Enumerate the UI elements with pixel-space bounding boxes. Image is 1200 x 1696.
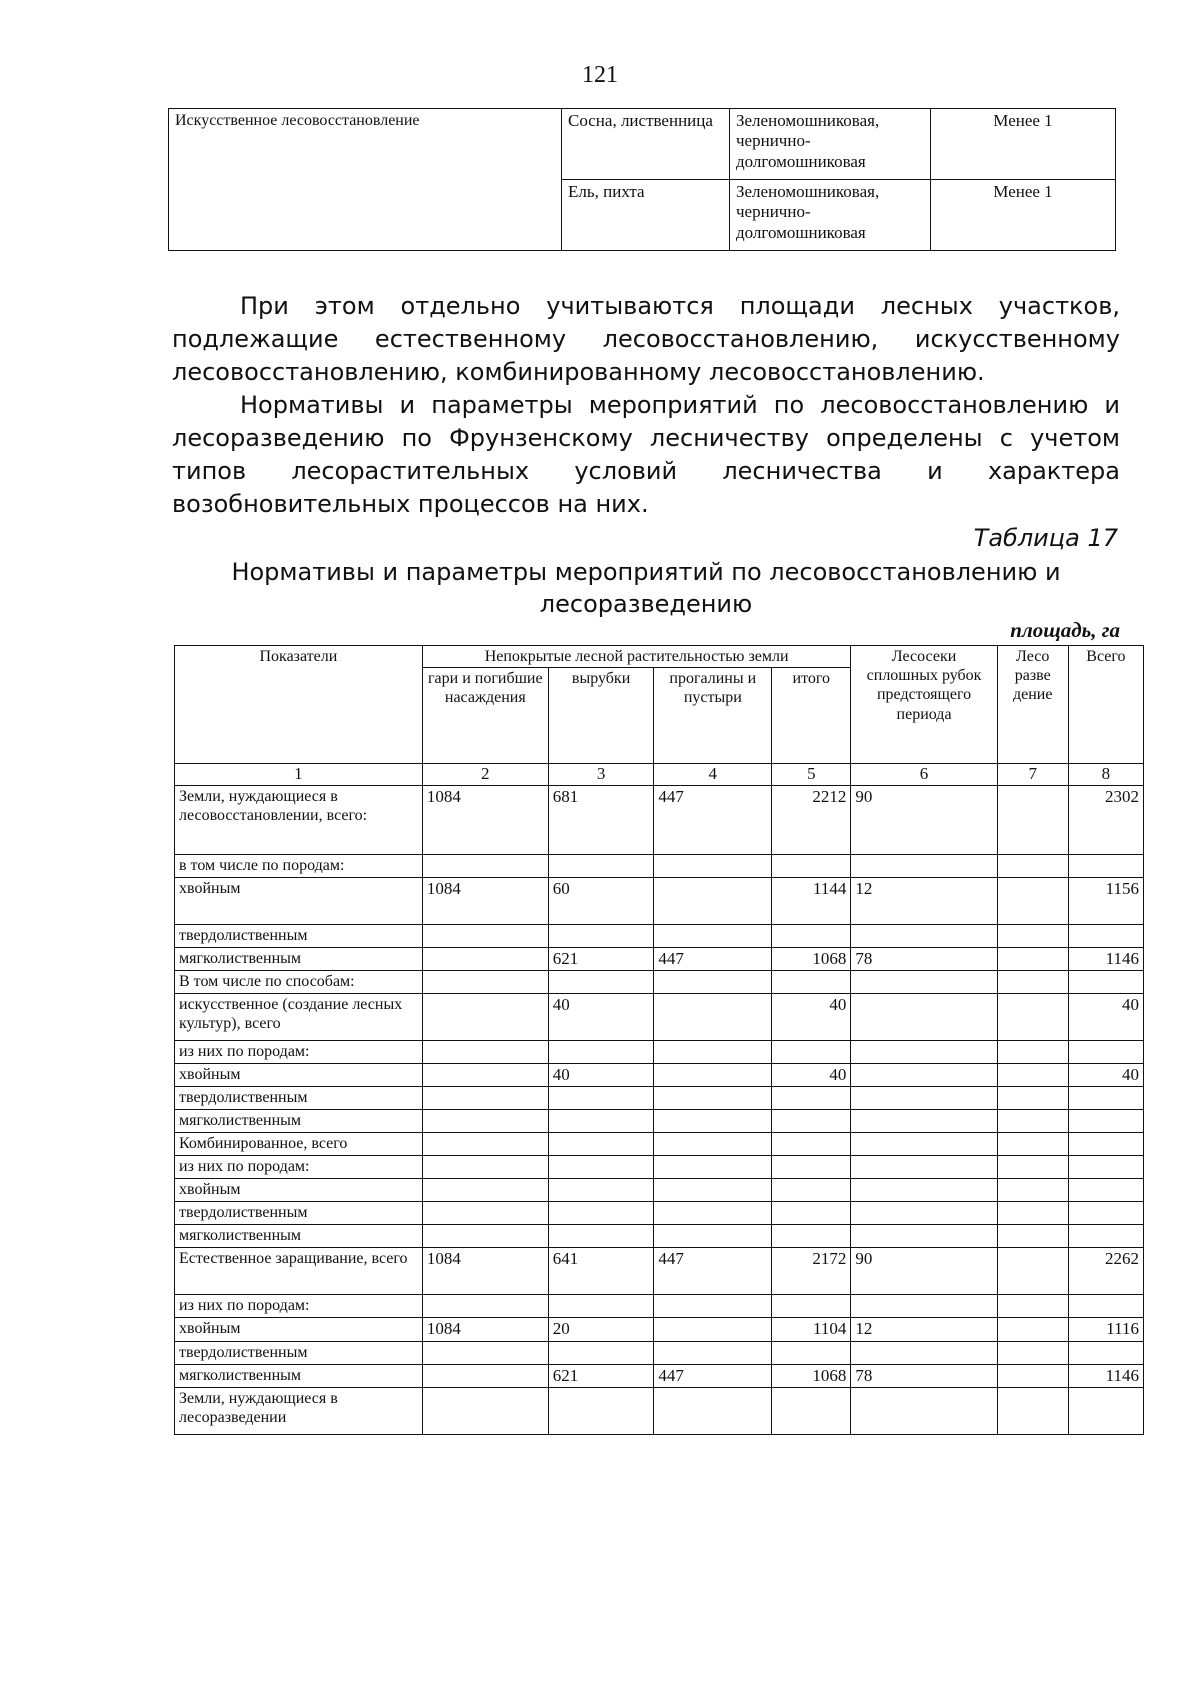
row-label: мягколиственным	[175, 1225, 423, 1248]
row-label: мягколиственным	[175, 1110, 423, 1133]
row-label: из них по породам:	[175, 1040, 423, 1063]
value-cell	[1068, 1202, 1143, 1225]
paragraph-2: Нормативы и параметры мероприятий по лесовосстановлению и лесоразведению по Фрунзенскому лесничеству определены с учетом типов лесорастительных условий лесничества и характера возобновительных процессов на них.	[172, 391, 1120, 518]
value-cell: 621	[548, 947, 654, 970]
table-label: Таблица 17	[973, 524, 1118, 552]
rate-cell: Менее 1	[931, 109, 1116, 180]
row-label: Естественное заращивание, всего	[175, 1248, 423, 1295]
value-cell	[772, 924, 851, 947]
value-cell	[548, 1388, 654, 1435]
table-row	[175, 1364, 1144, 1387]
table-row	[175, 1040, 1144, 1063]
value-cell	[851, 1040, 997, 1063]
value-cell	[654, 1341, 772, 1364]
value-cell	[772, 1202, 851, 1225]
value-cell	[997, 1364, 1068, 1387]
value-cell	[1068, 854, 1143, 877]
rate-cell: Менее 1	[931, 180, 1116, 251]
value-cell	[997, 947, 1068, 970]
table-row	[175, 924, 1144, 947]
value-cell	[548, 1156, 654, 1179]
value-cell	[654, 877, 772, 924]
row-label: Комбинированное, всего	[175, 1133, 423, 1156]
value-cell	[997, 1063, 1068, 1086]
value-cell: 2302	[1068, 785, 1143, 854]
value-cell	[772, 1040, 851, 1063]
value-cell	[851, 1202, 997, 1225]
value-cell	[1068, 1225, 1143, 1248]
value-cell	[1068, 1388, 1143, 1435]
value-cell	[772, 854, 851, 877]
column-numbers-row	[175, 764, 1144, 785]
value-cell: 2262	[1068, 1248, 1143, 1295]
value-cell	[851, 854, 997, 877]
value-cell	[422, 947, 548, 970]
value-cell	[851, 1087, 997, 1110]
value-cell	[851, 1388, 997, 1435]
value-cell: 1084	[422, 1318, 548, 1341]
table-row	[175, 785, 1144, 854]
table-body	[175, 785, 1144, 1435]
value-cell	[997, 1179, 1068, 1202]
column-number: 2	[422, 764, 548, 785]
value-cell: 2172	[772, 1248, 851, 1295]
value-cell	[851, 1179, 997, 1202]
value-cell	[997, 1248, 1068, 1295]
paragraph-1: При этом отдельно учитываются площади лесных участков, подлежащие естественному лесовосстановлению, искусственному лесовосстановлению, комбинированному лесовосстановлению.	[172, 292, 1120, 386]
value-cell	[654, 1133, 772, 1156]
value-cell: 1104	[772, 1318, 851, 1341]
value-cell	[422, 1087, 548, 1110]
value-cell	[851, 970, 997, 993]
units-label: площадь, га	[1010, 618, 1120, 642]
value-cell	[654, 1202, 772, 1225]
column-number: 5	[772, 764, 851, 785]
value-cell	[997, 1295, 1068, 1318]
value-cell: 447	[654, 1248, 772, 1295]
value-cell: 78	[851, 1364, 997, 1387]
row-label: хвойным	[175, 1318, 423, 1341]
value-cell: 1144	[772, 877, 851, 924]
value-cell	[1068, 970, 1143, 993]
value-cell	[772, 1110, 851, 1133]
row-label: твердолиственным	[175, 1341, 423, 1364]
page-number: 121	[582, 62, 618, 88]
value-cell	[654, 1040, 772, 1063]
value-cell	[422, 1295, 548, 1318]
row-label: твердолиственным	[175, 924, 423, 947]
table-row	[175, 1087, 1144, 1110]
value-cell: 20	[548, 1318, 654, 1341]
value-cell	[422, 1202, 548, 1225]
table-row	[175, 1133, 1144, 1156]
value-cell: 1084	[422, 877, 548, 924]
header-indicators: Показатели	[175, 646, 423, 764]
value-cell	[422, 993, 548, 1040]
value-cell: 40	[772, 1063, 851, 1086]
value-cell: 641	[548, 1248, 654, 1295]
value-cell	[997, 1133, 1068, 1156]
value-cell	[997, 993, 1068, 1040]
value-cell: 681	[548, 785, 654, 854]
value-cell	[654, 1087, 772, 1110]
value-cell: 40	[1068, 993, 1143, 1040]
value-cell	[772, 1179, 851, 1202]
row-label: В том числе по способам:	[175, 970, 423, 993]
value-cell	[851, 1110, 997, 1133]
value-cell	[1068, 1133, 1143, 1156]
value-cell	[997, 877, 1068, 924]
value-cell	[772, 1087, 851, 1110]
table-row	[175, 1295, 1144, 1318]
value-cell	[851, 1156, 997, 1179]
column-number: 3	[548, 764, 654, 785]
value-cell	[548, 924, 654, 947]
value-cell	[1068, 1040, 1143, 1063]
value-cell: 40	[772, 993, 851, 1040]
value-cell	[548, 970, 654, 993]
value-cell	[654, 1388, 772, 1435]
value-cell	[997, 854, 1068, 877]
row-label: хвойным	[175, 877, 423, 924]
value-cell	[851, 993, 997, 1040]
value-cell	[1068, 1110, 1143, 1133]
forest-type-cell: Зеленомошниковая, чернично-долгомошниковая	[730, 109, 931, 180]
value-cell	[654, 970, 772, 993]
header-glades: прогалины и пустыри	[654, 668, 772, 764]
value-cell: 1068	[772, 1364, 851, 1387]
column-number: 8	[1068, 764, 1143, 785]
value-cell	[422, 970, 548, 993]
value-cell	[997, 924, 1068, 947]
value-cell: 40	[1068, 1063, 1143, 1086]
value-cell: 1068	[772, 947, 851, 970]
value-cell: 1084	[422, 1248, 548, 1295]
table-row	[169, 109, 1116, 180]
value-cell	[772, 1225, 851, 1248]
value-cell	[1068, 1341, 1143, 1364]
table-row	[175, 854, 1144, 877]
value-cell	[772, 1295, 851, 1318]
table-row	[175, 877, 1144, 924]
value-cell: 1084	[422, 785, 548, 854]
row-label: из них по породам:	[175, 1295, 423, 1318]
value-cell: 12	[851, 1318, 997, 1341]
value-cell	[997, 785, 1068, 854]
value-cell	[772, 1133, 851, 1156]
header-clear-cut: Лесосеки сплошных рубок предстоящего периода	[851, 646, 997, 764]
table-row	[175, 1248, 1144, 1295]
value-cell	[654, 1318, 772, 1341]
value-cell	[851, 924, 997, 947]
value-cell	[548, 1225, 654, 1248]
value-cell	[654, 1063, 772, 1086]
value-cell	[772, 1156, 851, 1179]
value-cell	[548, 1087, 654, 1110]
value-cell	[654, 1295, 772, 1318]
header-cuttings: вырубки	[548, 668, 654, 764]
column-number: 6	[851, 764, 997, 785]
value-cell	[422, 1388, 548, 1435]
value-cell	[422, 924, 548, 947]
value-cell	[654, 1225, 772, 1248]
value-cell	[422, 1341, 548, 1364]
value-cell	[997, 1110, 1068, 1133]
row-label: из них по породам:	[175, 1156, 423, 1179]
value-cell: 447	[654, 785, 772, 854]
value-cell: 447	[654, 947, 772, 970]
value-cell: 90	[851, 1248, 997, 1295]
value-cell	[548, 1133, 654, 1156]
table-row	[175, 993, 1144, 1040]
value-cell: 40	[548, 993, 654, 1040]
value-cell: 60	[548, 877, 654, 924]
table-row	[175, 1318, 1144, 1341]
value-cell	[548, 1110, 654, 1133]
row-label: мягколиственным	[175, 947, 423, 970]
value-cell	[654, 993, 772, 1040]
value-cell	[1068, 1179, 1143, 1202]
value-cell	[422, 1179, 548, 1202]
value-cell	[772, 970, 851, 993]
row-label: хвойным	[175, 1063, 423, 1086]
table-row	[175, 1341, 1144, 1364]
row-label: Земли, нуждающиеся в лесоразведении	[175, 1388, 423, 1435]
value-cell	[997, 970, 1068, 993]
table-row	[175, 970, 1144, 993]
value-cell	[654, 924, 772, 947]
value-cell	[997, 1156, 1068, 1179]
table-row	[175, 1156, 1144, 1179]
value-cell	[1068, 1087, 1143, 1110]
value-cell: 90	[851, 785, 997, 854]
reforestation-table	[174, 645, 1144, 1435]
row-label: твердолиственным	[175, 1202, 423, 1225]
value-cell	[548, 854, 654, 877]
column-number: 7	[997, 764, 1068, 785]
value-cell	[654, 854, 772, 877]
header-row	[175, 646, 1144, 668]
value-cell	[1068, 1156, 1143, 1179]
value-cell	[851, 1295, 997, 1318]
value-cell	[997, 1040, 1068, 1063]
row-label: в том числе по породам:	[175, 854, 423, 877]
value-cell	[548, 1202, 654, 1225]
value-cell	[548, 1341, 654, 1364]
value-cell: 78	[851, 947, 997, 970]
value-cell	[654, 1156, 772, 1179]
table-row	[175, 947, 1144, 970]
value-cell	[422, 1063, 548, 1086]
row-label: искусственное (создание лесных культур), всего	[175, 993, 423, 1040]
value-cell	[851, 1063, 997, 1086]
row-label: хвойным	[175, 1179, 423, 1202]
value-cell: 1146	[1068, 1364, 1143, 1387]
value-cell	[422, 1133, 548, 1156]
value-cell: 1156	[1068, 877, 1143, 924]
table-row	[175, 1179, 1144, 1202]
row-label: твердолиственным	[175, 1087, 423, 1110]
value-cell	[654, 1179, 772, 1202]
value-cell	[772, 1388, 851, 1435]
row-label: мягколиственным	[175, 1364, 423, 1387]
value-cell	[548, 1040, 654, 1063]
table-row	[175, 1063, 1144, 1086]
column-number: 1	[175, 764, 423, 785]
value-cell	[997, 1388, 1068, 1435]
header-afforestation: Лесо разве дение	[997, 646, 1068, 764]
value-cell	[851, 1225, 997, 1248]
table-row	[175, 1110, 1144, 1133]
table-row	[175, 1202, 1144, 1225]
species-cell: Сосна, лиственница	[562, 109, 730, 180]
value-cell	[422, 1225, 548, 1248]
value-cell: 621	[548, 1364, 654, 1387]
row-label: Земли, нуждающиеся в лесовосстановлении, всего:	[175, 785, 423, 854]
header-total: Всего	[1068, 646, 1143, 764]
species-cell: Ель, пихта	[562, 180, 730, 251]
table-row	[175, 1225, 1144, 1248]
value-cell	[997, 1225, 1068, 1248]
value-cell	[422, 1156, 548, 1179]
species-table-continuation	[168, 108, 1116, 251]
value-cell	[1068, 1295, 1143, 1318]
value-cell	[422, 1110, 548, 1133]
value-cell	[997, 1341, 1068, 1364]
value-cell	[1068, 924, 1143, 947]
value-cell: 40	[548, 1063, 654, 1086]
value-cell	[997, 1318, 1068, 1341]
header-non-forested: Непокрытые лесной растительностью земли	[422, 646, 851, 668]
method-cell: Искусственное лесовосстановление	[169, 109, 562, 251]
value-cell: 12	[851, 877, 997, 924]
value-cell	[548, 1179, 654, 1202]
value-cell	[422, 1040, 548, 1063]
value-cell	[851, 1341, 997, 1364]
table-row	[175, 1388, 1144, 1435]
value-cell: 447	[654, 1364, 772, 1387]
header-burned: гари и погибшие насаждения	[422, 668, 548, 764]
table-title: Нормативы и параметры мероприятий по лесовосстановлению и лесоразведению	[231, 558, 1061, 618]
header-subtotal: итого	[772, 668, 851, 764]
value-cell	[654, 1110, 772, 1133]
value-cell	[997, 1087, 1068, 1110]
forest-type-cell: Зеленомошниковая, чернично-долгомошниковая	[730, 180, 931, 251]
value-cell: 1146	[1068, 947, 1143, 970]
value-cell	[851, 1133, 997, 1156]
value-cell	[548, 1295, 654, 1318]
column-number: 4	[654, 764, 772, 785]
value-cell	[422, 854, 548, 877]
value-cell: 1116	[1068, 1318, 1143, 1341]
value-cell	[997, 1202, 1068, 1225]
value-cell	[772, 1341, 851, 1364]
value-cell: 2212	[772, 785, 851, 854]
value-cell	[422, 1364, 548, 1387]
